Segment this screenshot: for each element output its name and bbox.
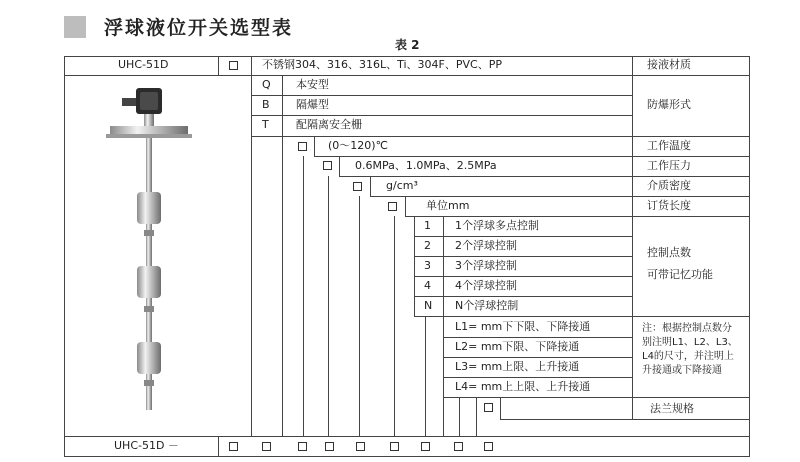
label-temp: 工作温度 [647, 139, 691, 152]
sel-box-3[interactable] [298, 442, 307, 451]
temp-box[interactable] [298, 142, 307, 151]
exp-code-b: B [262, 98, 270, 111]
sel-box-2[interactable] [262, 442, 271, 451]
flange [110, 126, 188, 134]
model-prefix: UHC-51D [118, 58, 169, 71]
label-pressure: 工作压力 [647, 159, 691, 172]
density: g/cm³ [386, 179, 418, 192]
row-line [500, 419, 750, 420]
frame-left [64, 56, 65, 457]
pressure: 0.6MPa、1.0MPa、2.5MPa [355, 159, 497, 172]
row-line [414, 236, 632, 237]
note-line-2: 别注明L1、L2、L3、 [642, 337, 738, 348]
col-divider-bottom [218, 436, 219, 456]
contact-l2: L2= mm下限、下降接通 [455, 340, 580, 353]
exp-label-t: 配隔离安全栅 [296, 118, 362, 131]
float-1 [137, 192, 161, 224]
row-line [64, 436, 750, 437]
sel-box-1[interactable] [229, 442, 238, 451]
flange-box[interactable] [484, 403, 493, 412]
row1-bottom [64, 75, 750, 76]
exp-label-b: 隔爆型 [296, 98, 329, 111]
float-code-right [443, 216, 444, 317]
contact-l4: L4= mm上上限、上升接通 [455, 380, 591, 393]
note-line-1: 注：根据控制点数分 [642, 323, 732, 334]
label-explosion: 防爆形式 [647, 98, 691, 111]
code-divider [282, 75, 283, 136]
float-code-4: 4 [424, 279, 431, 292]
float-label-3: 3个浮球控制 [455, 259, 517, 272]
row-line [443, 397, 750, 398]
row-line [405, 216, 750, 217]
stair-line-8 [459, 397, 460, 437]
pressure-box[interactable] [323, 161, 332, 170]
stair-line-1 [282, 136, 283, 437]
sel-box-9[interactable] [484, 442, 493, 451]
row-line [414, 256, 632, 257]
stair-line-3 [328, 176, 329, 437]
col-divider-1 [218, 56, 219, 76]
frame-bottom [64, 456, 750, 457]
float-label-4: 4个浮球控制 [455, 279, 517, 292]
stair-line-6 [425, 316, 426, 437]
float-switch-illustration [100, 80, 210, 425]
length-box[interactable] [388, 202, 397, 211]
label-density: 介质密度 [647, 179, 691, 192]
sel-box-6[interactable] [390, 442, 399, 451]
contact-l3: L3= mm上限、上升接通 [455, 360, 580, 373]
density-box[interactable] [353, 182, 362, 191]
float-label-1: 1个浮球多点控制 [455, 219, 539, 232]
float-code-left [414, 216, 415, 317]
row-line [414, 296, 632, 297]
material-box[interactable] [229, 61, 238, 70]
row-line [314, 156, 750, 157]
exp-code-t: T [262, 118, 269, 131]
table-label: 表 2 [395, 38, 420, 52]
stair-line-2 [303, 156, 304, 437]
label-material: 接液材质 [647, 58, 691, 71]
col-divider-2 [251, 56, 252, 76]
label-length: 订货长度 [647, 199, 691, 212]
row-line [251, 95, 632, 96]
label-memory: 可带记忆功能 [647, 268, 713, 281]
note-line-3: L4的尺寸，并注明上 [642, 351, 734, 362]
float-2 [137, 266, 161, 298]
sel-box-7[interactable] [421, 442, 430, 451]
row-line [414, 276, 632, 277]
contact-l1: L1= mm下下限、下降接通 [455, 320, 591, 333]
exp-label-q: 本安型 [296, 78, 329, 91]
model-row-label: UHC-51D － [114, 439, 179, 452]
sel-box-4[interactable] [325, 442, 334, 451]
right-col-divider [632, 56, 633, 420]
image-col-right [251, 75, 252, 437]
row-line [251, 136, 750, 137]
frame-top [64, 56, 750, 57]
label-control: 控制点数 [647, 246, 691, 259]
stair-line-9 [476, 397, 477, 437]
stair-line-4 [359, 196, 360, 437]
row-line [251, 115, 632, 116]
exp-code-q: Q [262, 78, 271, 91]
stair-step [314, 136, 315, 157]
stair-step [370, 176, 371, 197]
row-line [443, 377, 632, 378]
float-code-n: N [424, 299, 433, 312]
float-code-3: 3 [424, 259, 431, 272]
page-title: 浮球液位开关选型表 [104, 17, 294, 39]
stair-step [339, 156, 340, 177]
float-3 [137, 342, 161, 374]
stair-step [405, 196, 406, 217]
stair-line-5 [394, 216, 395, 437]
label-flange: 法兰规格 [650, 402, 694, 415]
float-label-n: N个浮球控制 [455, 299, 519, 312]
float-label-2: 2个浮球控制 [455, 239, 517, 252]
temperature: (0～120)℃ [328, 139, 388, 152]
length: 单位mm [426, 199, 470, 212]
stair-step [500, 397, 501, 420]
row-line [414, 316, 750, 317]
float-code-2: 2 [424, 239, 431, 252]
row-line [339, 176, 750, 177]
row-line [443, 357, 632, 358]
title-decoration [64, 16, 86, 38]
sel-box-8[interactable] [454, 442, 463, 451]
sel-box-5[interactable] [356, 442, 365, 451]
material-options: 不锈钢304、316、316L、Ti、304F、PVC、PP [262, 58, 502, 71]
row-line [370, 196, 750, 197]
note-line-4: 升接通或下降接通 [642, 365, 722, 376]
float-code-1: 1 [424, 219, 431, 232]
row-line [443, 337, 632, 338]
